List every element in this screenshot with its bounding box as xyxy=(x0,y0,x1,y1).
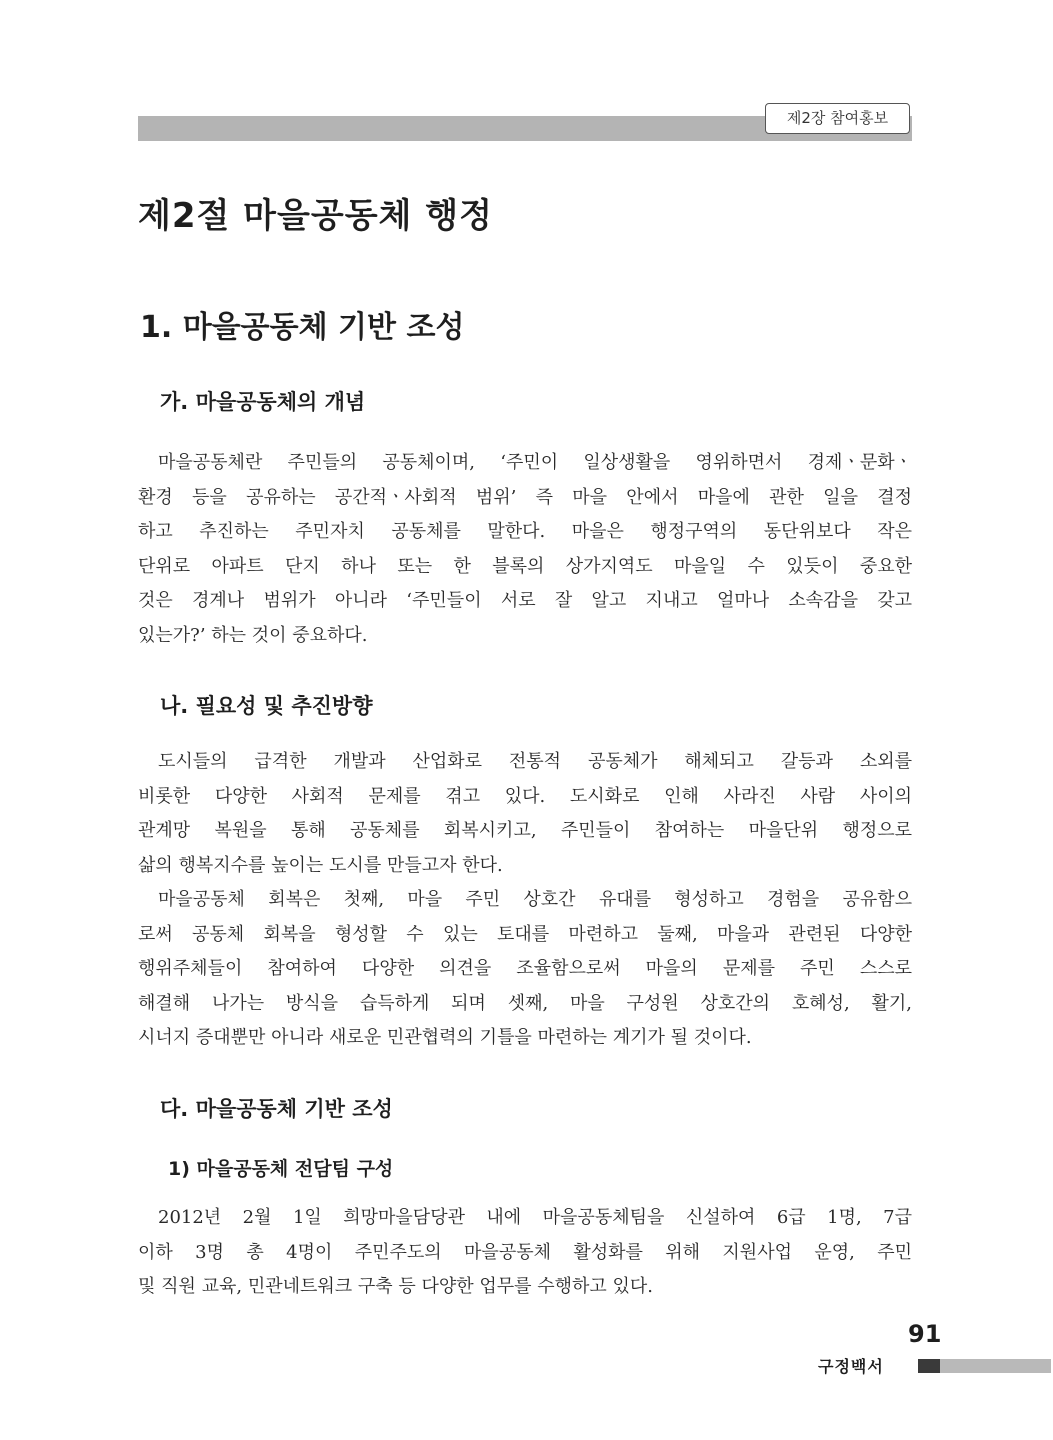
paragraph-necessity-1 xyxy=(138,745,912,883)
footer-bar-light xyxy=(940,1359,1051,1373)
text-line: 단위로 아파트 단지 하나 또는 한 블록의 상가지역도 마을일 수 있듯이 중요한 xyxy=(138,555,912,577)
subsection-title: 1. 마을공동체 기반 조성 xyxy=(140,310,465,345)
text-line: 2012년 2월 1일 희망마을담당관 내에 마을공동체팀을 신설하여 6급 1명, 7급 xyxy=(158,1207,912,1228)
text-line: 도시들의 급격한 개발과 산업화로 전통적 공동체가 해체되고 갈등과 소외를 xyxy=(158,751,912,772)
footer-book-title: 구정백서 xyxy=(818,1357,884,1376)
section-title: 제2절 마을공동체 행정 xyxy=(138,196,493,236)
text-line: 행위주체들이 참여하여 다양한 의견을 조율함으로써 마을의 문제를 주민 스스로 xyxy=(138,958,912,979)
heading-team: 1) 마을공동체 전담팀 구성 xyxy=(168,1158,394,1180)
text-line: 로써 공동체 회복을 형성할 수 있는 토대를 마련하고 둘째, 마을과 관련된 다양한 xyxy=(138,923,912,945)
chapter-tab: 제2장 참여홍보 xyxy=(765,103,910,134)
text-line: 비롯한 다양한 사회적 문제를 겪고 있다. 도시화로 인해 사라진 사람 사이의 xyxy=(138,785,912,807)
heading-foundation: 다. 마을공동체 기반 조성 xyxy=(160,1097,393,1121)
text-line: 시너지 증대뿐만 아니라 새로운 민관협력의 기틀을 마련하는 계기가 될 것이다. xyxy=(138,1027,752,1048)
footer-bar-dark xyxy=(918,1359,940,1373)
text-line: 해결해 나가는 방식을 습득하게 되며 셋째, 마을 구성원 상호간의 호혜성, 활기, xyxy=(138,992,912,1014)
heading-concept: 가. 마을공동체의 개념 xyxy=(160,390,366,414)
text-line: 이하 3명 총 4명이 주민주도의 마을공동체 활성화를 위해 지원사업 운영, 주민 xyxy=(138,1241,912,1263)
text-line: 있는가?’ 하는 것이 중요하다. xyxy=(138,624,368,646)
text-line: 및 직원 교육, 민관네트워크 구축 등 다양한 업무를 수행하고 있다. xyxy=(138,1276,654,1297)
heading-necessity: 나. 필요성 및 추진방향 xyxy=(160,694,373,718)
text-line: 환경 등을 공유하는 공간적ㆍ사회적 범위’ 즉 마을 안에서 마을에 관한 일을 결정 xyxy=(138,486,912,508)
paragraph-concept xyxy=(138,446,912,653)
text-line: 것은 경계나 범위가 아니라 ‘주민들이 서로 잘 알고 지내고 얼마나 소속감을 갖고 xyxy=(138,590,912,611)
text-line: 마을공동체 회복은 첫째, 마을 주민 상호간 유대를 형성하고 경험을 공유함으 xyxy=(158,889,912,910)
paragraph-necessity-2 xyxy=(138,883,912,1056)
page-number: 91 xyxy=(908,1320,942,1348)
text-line: 하고 추진하는 주민자치 공동체를 말한다. 마을은 행정구역의 동단위보다 작은 xyxy=(138,521,912,542)
paragraph-team xyxy=(138,1201,912,1305)
text-line: 마을공동체란 주민들의 공동체이며, ‘주민이 일상생활을 영위하면서 경제ㆍ문화ㆍ xyxy=(158,452,912,473)
text-line: 삶의 행복지수를 높이는 도시를 만들고자 한다. xyxy=(138,854,503,876)
text-line: 관계망 복원을 통해 공동체를 회복시키고, 주민들이 참여하는 마을단위 행정으로 xyxy=(138,820,912,841)
